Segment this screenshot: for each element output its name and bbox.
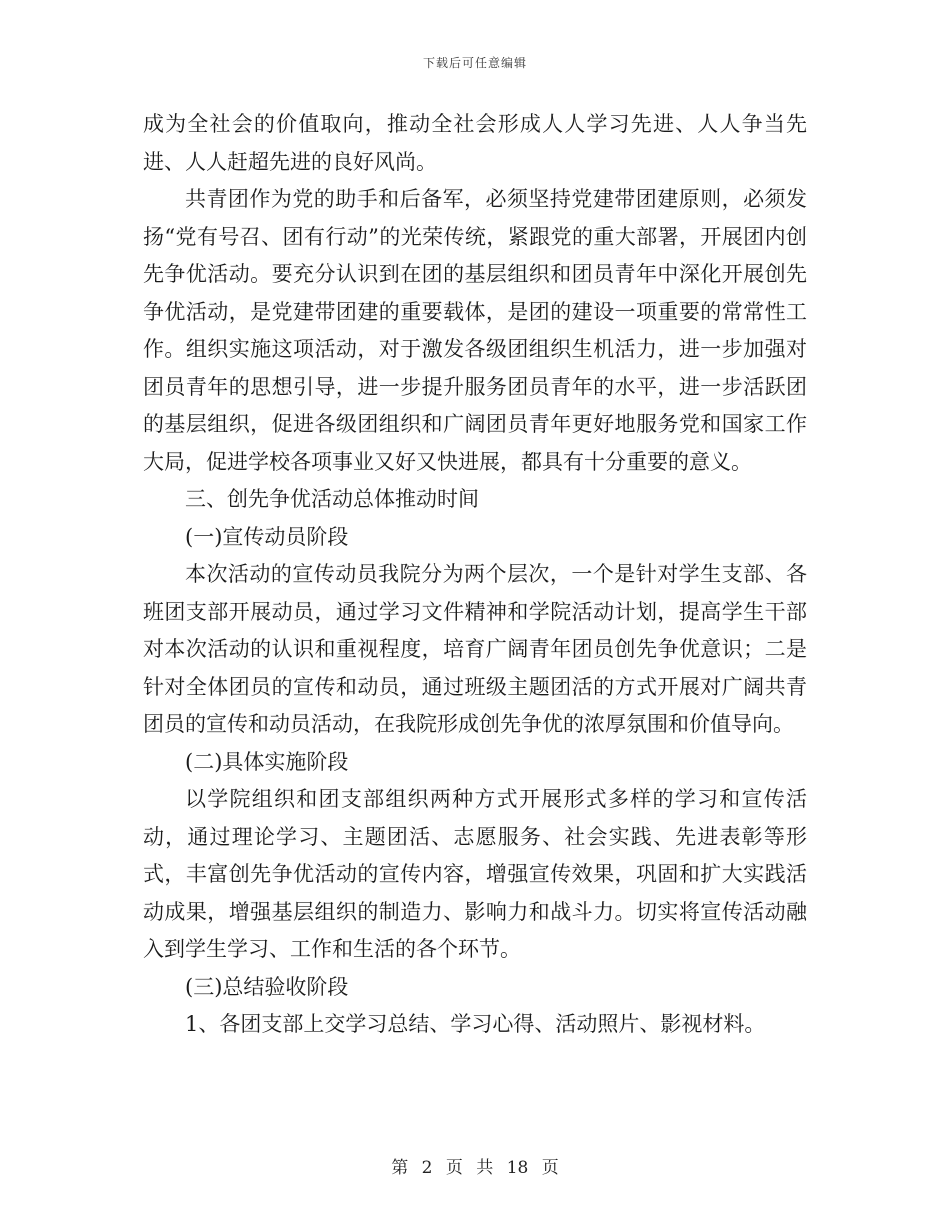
document-body [143,106,807,1044]
list-item-1: 1、各团支部上交学习总结、学习心得、活动照片、影视材料。 [185,1012,766,1036]
paragraph-implementation: 以学院组织和团支部组织两种方式开展形式多样的学习和宣传活动，通过理论学习、主题团活、志愿服务、社会实践、先进表彰等形式，丰富创先争优活动的宣传内容，增强宣传效果，巩固和扩大实践活动成果，增强基层组织的制造力、影响力和战斗力。切实将宣传活动融入到学生学习、工作和生活的各个环节。 [143,787,807,961]
page-number-footer: 第 2 页 共 18 页 [391,1158,559,1178]
section-heading-3: 三、创先争优活动总体推动时间 [185,487,479,511]
page-header-note: 下载后可任意编辑 [422,56,527,70]
paragraph-youth-league: 共青团作为党的助手和后备军，必须坚持党建带团建原则，必须发扬“党有号召、团有行动”的光荣传统，紧跟党的重大部署，开展团内创先争优活动。要充分认识到在团的基层组织和团员青年中深化开展创先争优活动，是党建带团建的重要载体，是团的建设一项重要的常常性工作。组织实施这项活动，对于激发各级团组织生机活力，进一步加强对团员青年的思想引导，进一步提升服务团员青年的水平，进一步活跃团的基层组织，促进各级团组织和广阔团员青年更好地服务党和国家工作大局，促进学校各项事业又好又快进展，都具有十分重要的意义。 [143,187,807,474]
subsection-heading-3: (三)总结验收阶段 [185,974,349,999]
subsection-heading-1: (一)宣传动员阶段 [185,524,349,549]
paragraph-mobilization: 本次活动的宣传动员我院分为两个层次，一个是针对学生支部、各班团支部开展动员，通过学习文件精神和学院活动计划，提高学生干部对本次活动的认识和重视程度，培育广阔青年团员创先争优意识；二是针对全体团员的宣传和动员，通过班级主题团活的方式开展对广阔共青团员的宣传和动员活动，在我院形成创先争优的浓厚氛围和价值导向。 [143,562,807,736]
subsection-heading-2: (二)具体实施阶段 [185,749,349,774]
paragraph-continuation: 成为全社会的价值取向，推动全社会形成人人学习先进、人人争当先进、人人赶超先进的良好风尚。 [143,112,807,174]
